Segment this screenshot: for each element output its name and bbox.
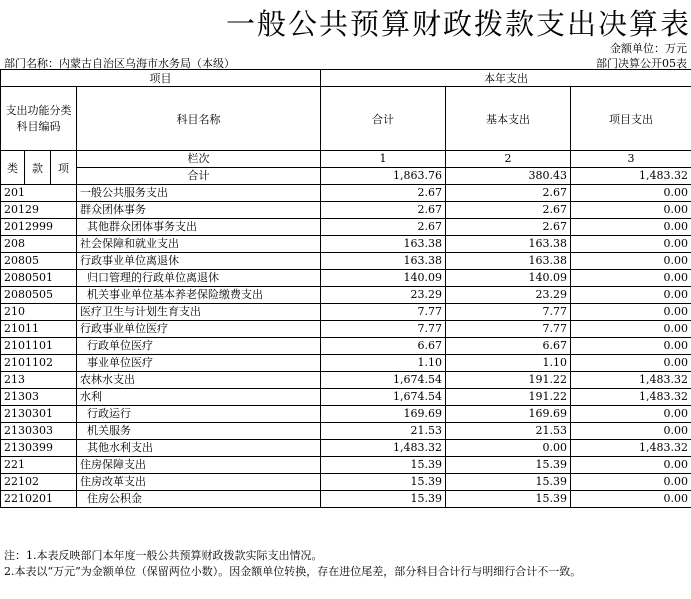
row-basic: 163.38 (446, 253, 571, 270)
table-row (1, 406, 691, 423)
table-row (1, 236, 691, 253)
row-total: 1,674.54 (321, 389, 446, 406)
table-row (1, 423, 691, 440)
row-code: 221 (1, 457, 77, 474)
row-code: 2130301 (1, 406, 77, 423)
row-subject-name: 其他水利支出 (77, 440, 321, 457)
sum-total: 1,863.76 (321, 168, 446, 185)
row-project: 0.00 (571, 304, 691, 321)
row-total: 21.53 (321, 423, 446, 440)
header-kuan: 款 (25, 151, 51, 185)
header-project: 项目 (1, 70, 321, 87)
header-lei: 类 (1, 151, 25, 185)
row-total: 1.10 (321, 355, 446, 372)
row-code: 22102 (1, 474, 77, 491)
row-basic: 15.39 (446, 491, 571, 508)
row-basic: 140.09 (446, 270, 571, 287)
row-project: 0.00 (571, 321, 691, 338)
expenditure-table (0, 69, 691, 508)
row-subject-name: 事业单位医疗 (77, 355, 321, 372)
column-index-1: 1 (321, 151, 446, 168)
row-code: 20805 (1, 253, 77, 270)
table-code: 部门决算公开05表 (596, 57, 687, 70)
table-row (1, 355, 691, 372)
row-subject-name: 住房改革支出 (77, 474, 321, 491)
row-subject-name: 机关事业单位基本养老保险缴费支出 (77, 287, 321, 304)
row-project: 0.00 (571, 406, 691, 423)
row-project: 0.00 (571, 338, 691, 355)
row-code: 201 (1, 185, 77, 202)
sum-label: 合计 (77, 168, 321, 185)
row-basic: 6.67 (446, 338, 571, 355)
row-subject-name: 行政事业单位医疗 (77, 321, 321, 338)
row-project: 0.00 (571, 236, 691, 253)
row-subject-name: 行政单位医疗 (77, 338, 321, 355)
row-project: 0.00 (571, 474, 691, 491)
row-basic: 191.22 (446, 372, 571, 389)
row-basic: 7.77 (446, 304, 571, 321)
row-total: 169.69 (321, 406, 446, 423)
row-basic: 2.67 (446, 219, 571, 236)
table-row (1, 491, 691, 508)
row-basic: 23.29 (446, 287, 571, 304)
header-basic: 基本支出 (446, 87, 571, 151)
note-2: 2.本表以“万元”为金额单位（保留两位小数）。因金额单位转换，存在进位尾差，部分科目合计行与明细行合计不一致。 (4, 565, 582, 578)
row-code: 21011 (1, 321, 77, 338)
row-total: 2.67 (321, 219, 446, 236)
row-subject-name: 住房公积金 (77, 491, 321, 508)
table-row (1, 185, 691, 202)
row-basic: 21.53 (446, 423, 571, 440)
row-subject-name: 一般公共服务支出 (77, 185, 321, 202)
row-project: 0.00 (571, 270, 691, 287)
notes (4, 548, 688, 580)
row-code: 210 (1, 304, 77, 321)
row-total: 15.39 (321, 491, 446, 508)
header-current-year: 本年支出 (321, 70, 691, 87)
row-subject-name: 农林水支出 (77, 372, 321, 389)
row-code: 2130303 (1, 423, 77, 440)
table-row (1, 270, 691, 287)
row-total: 23.29 (321, 287, 446, 304)
table-row (1, 304, 691, 321)
header-project-exp: 项目支出 (571, 87, 691, 151)
row-project: 1,483.32 (571, 389, 691, 406)
row-basic: 191.22 (446, 389, 571, 406)
header-func-code: 支出功能分类科目编码 (1, 87, 77, 151)
table-row (1, 389, 691, 406)
row-project: 0.00 (571, 355, 691, 372)
sum-project: 1,483.32 (571, 168, 691, 185)
page-title: 一般公共预算财政拨款支出决算表 (225, 7, 691, 41)
header-total: 合计 (321, 87, 446, 151)
row-code: 21303 (1, 389, 77, 406)
table-row (1, 287, 691, 304)
department-name: 部门名称：内蒙古自治区乌海市水务局（本级） (4, 57, 235, 70)
row-basic: 2.67 (446, 202, 571, 219)
row-basic: 0.00 (446, 440, 571, 457)
row-code: 2080505 (1, 287, 77, 304)
row-subject-name: 住房保障支出 (77, 457, 321, 474)
header-subject-name: 科目名称 (77, 87, 321, 151)
row-total: 1,483.32 (321, 440, 446, 457)
row-basic: 15.39 (446, 474, 571, 491)
row-project: 1,483.32 (571, 440, 691, 457)
row-project: 0.00 (571, 457, 691, 474)
table-row (1, 202, 691, 219)
row-subject-name: 机关服务 (77, 423, 321, 440)
row-project: 1,483.32 (571, 372, 691, 389)
table-body (1, 185, 691, 508)
row-code: 20129 (1, 202, 77, 219)
row-code: 213 (1, 372, 77, 389)
row-project: 0.00 (571, 219, 691, 236)
row-code: 2210201 (1, 491, 77, 508)
header-xiang: 项 (51, 151, 77, 185)
column-index-label: 栏次 (77, 151, 321, 168)
row-total: 6.67 (321, 338, 446, 355)
row-total: 7.77 (321, 304, 446, 321)
row-subject-name: 归口管理的行政单位离退休 (77, 270, 321, 287)
table-row (1, 321, 691, 338)
row-total: 15.39 (321, 474, 446, 491)
row-basic: 1.10 (446, 355, 571, 372)
row-code: 2101101 (1, 338, 77, 355)
table-row (1, 338, 691, 355)
row-subject-name: 群众团体事务 (77, 202, 321, 219)
row-total: 7.77 (321, 321, 446, 338)
table-row (1, 440, 691, 457)
row-subject-name: 医疗卫生与计划生育支出 (77, 304, 321, 321)
row-basic: 15.39 (446, 457, 571, 474)
column-index-3: 3 (571, 151, 691, 168)
row-project: 0.00 (571, 202, 691, 219)
row-project: 0.00 (571, 253, 691, 270)
row-code: 2130399 (1, 440, 77, 457)
table-row (1, 474, 691, 491)
amount-unit: 金额单位：万元 (610, 42, 687, 55)
row-total: 15.39 (321, 457, 446, 474)
table-row (1, 219, 691, 236)
row-project: 0.00 (571, 491, 691, 508)
row-total: 2.67 (321, 185, 446, 202)
row-project: 0.00 (571, 185, 691, 202)
table-row (1, 372, 691, 389)
row-subject-name: 其他群众团体事务支出 (77, 219, 321, 236)
row-code: 2012999 (1, 219, 77, 236)
row-basic: 2.67 (446, 185, 571, 202)
table-row (1, 457, 691, 474)
row-basic: 7.77 (446, 321, 571, 338)
column-index-2: 2 (446, 151, 571, 168)
row-code: 2101102 (1, 355, 77, 372)
note-1: 注：1.本表反映部门本年度一般公共预算财政拨款实际支出情况。 (4, 549, 323, 562)
table-row (1, 253, 691, 270)
row-subject-name: 水利 (77, 389, 321, 406)
row-total: 1,674.54 (321, 372, 446, 389)
row-project: 0.00 (571, 287, 691, 304)
row-total: 2.67 (321, 202, 446, 219)
sum-basic: 380.43 (446, 168, 571, 185)
row-project: 0.00 (571, 423, 691, 440)
row-basic: 169.69 (446, 406, 571, 423)
row-total: 163.38 (321, 253, 446, 270)
row-subject-name: 行政运行 (77, 406, 321, 423)
row-code: 208 (1, 236, 77, 253)
row-total: 163.38 (321, 236, 446, 253)
row-subject-name: 行政事业单位离退休 (77, 253, 321, 270)
row-code: 2080501 (1, 270, 77, 287)
row-total: 140.09 (321, 270, 446, 287)
row-subject-name: 社会保障和就业支出 (77, 236, 321, 253)
row-basic: 163.38 (446, 236, 571, 253)
